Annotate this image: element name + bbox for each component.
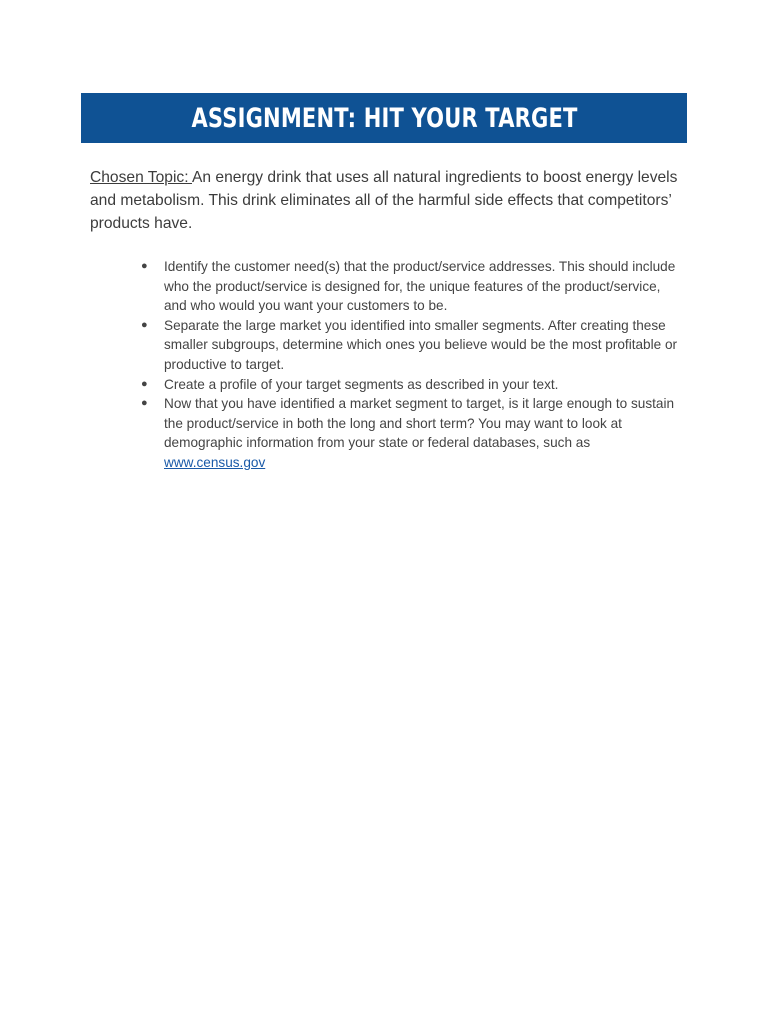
title-banner bbox=[81, 93, 687, 143]
bullet-icon: ● bbox=[141, 377, 148, 390]
list-item-text: Now that you have identified a market segment to target, is it large enough to sustain the product/service in both the long and short term? You may want to look at demographic information from your state or federal databases, such as bbox=[164, 396, 675, 451]
bullet-icon: ● bbox=[141, 260, 148, 272]
list-item bbox=[139, 375, 679, 395]
page-title: ASSIGNMENT: HIT YOUR TARGET bbox=[190, 102, 578, 134]
census-link[interactable]: www.census.gov bbox=[164, 454, 266, 470]
list-item bbox=[139, 394, 679, 472]
list-item-text: Identify the customer need(s) that the product/service addresses. This should include who the product/service is designed for, the unique features of the product/service, and who would you want your customers to be. bbox=[164, 259, 676, 314]
list-item bbox=[139, 316, 679, 375]
list-item-text: Create a profile of your target segments as described in your text. bbox=[164, 376, 559, 392]
chosen-topic-label: Chosen Topic: bbox=[90, 169, 193, 186]
chosen-topic-paragraph bbox=[90, 166, 678, 235]
instruction-list bbox=[139, 257, 679, 473]
list-item-text: Separate the large market you identified into smaller segments. After creating these smaller subgroups, determine which ones you believe would be the most profitable or productive to target. bbox=[164, 317, 678, 372]
list-item bbox=[139, 257, 679, 316]
bullet-icon: ● bbox=[141, 318, 148, 331]
chosen-topic-text: An energy drink that uses all natural ingredients to boost energy levels and metabolism. This drink eliminates all of the harmful side effects that competitors’ products have. bbox=[90, 169, 678, 232]
bullet-icon: ● bbox=[141, 397, 148, 410]
